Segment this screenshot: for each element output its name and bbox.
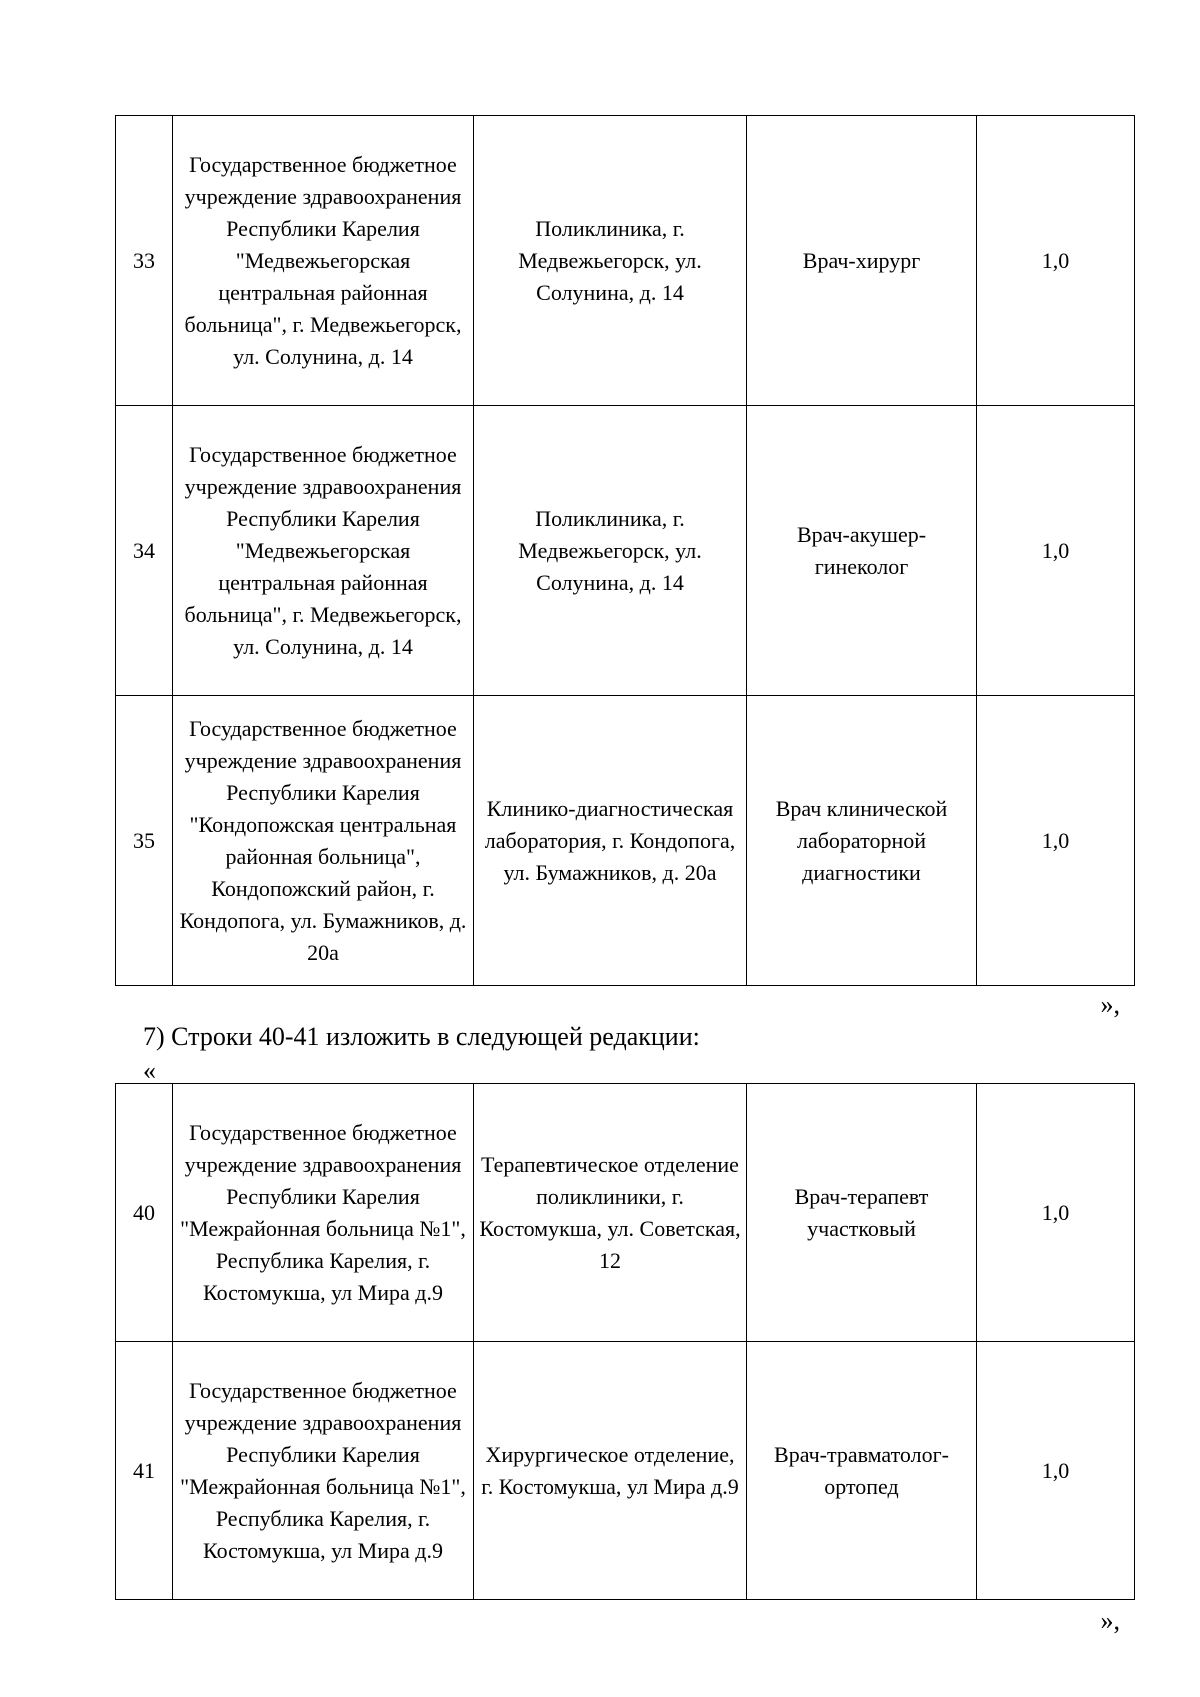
table-row — [116, 696, 1135, 986]
rate-cell: 1,0 — [977, 696, 1135, 986]
closing-quote: », — [1100, 990, 1120, 1019]
amendment-instruction: 7) Строки 40-41 изложить в следующей редакции: — [143, 1022, 700, 1051]
table-row — [116, 1342, 1135, 1600]
department-cell: Хирургическое отделение, г. Костомукша, ул Мира д.9 — [474, 1342, 747, 1600]
positions-table-1 — [115, 115, 1135, 986]
organization-cell: Государственное бюджетное учреждение здравоохранения Республики Карелия "Медвежьегорская центральная районная больница", г. Медвежьегорск, ул. Солунина, д. 14 — [173, 116, 474, 406]
organization-cell: Государственное бюджетное учреждение здравоохранения Республики Карелия "Межрайонная больница №1", Республика Карелия, г. Костомукша, ул Мира д.9 — [173, 1084, 474, 1342]
position-cell: Врач-акушер-гинеколог — [747, 406, 977, 696]
rate-cell: 1,0 — [977, 1084, 1135, 1342]
table-row — [116, 116, 1135, 406]
row-number: 41 — [116, 1342, 173, 1600]
position-cell: Врач-хирург — [747, 116, 977, 406]
row-number: 35 — [116, 696, 173, 986]
row-number: 34 — [116, 406, 173, 696]
table-row — [116, 406, 1135, 696]
department-cell: Клинико-диагностическая лаборатория, г. Кондопога, ул. Бумажников, д. 20а — [474, 696, 747, 986]
rate-cell: 1,0 — [977, 406, 1135, 696]
department-cell: Поликлиника, г. Медвежьегорск, ул. Солунина, д. 14 — [474, 406, 747, 696]
rate-cell: 1,0 — [977, 1342, 1135, 1600]
opening-quote: « — [143, 1056, 156, 1085]
department-cell: Поликлиника, г. Медвежьегорск, ул. Солунина, д. 14 — [474, 116, 747, 406]
row-number: 40 — [116, 1084, 173, 1342]
position-cell: Врач-терапевт участковый — [747, 1084, 977, 1342]
position-cell: Врач клинической лабораторной диагностики — [747, 696, 977, 986]
organization-cell: Государственное бюджетное учреждение здравоохранения Республики Карелия "Медвежьегорская центральная районная больница", г. Медвежьегорск, ул. Солунина, д. 14 — [173, 406, 474, 696]
position-cell: Врач-травматолог-ортопед — [747, 1342, 977, 1600]
closing-quote: », — [1100, 1606, 1120, 1635]
positions-table-2 — [115, 1083, 1135, 1600]
row-number: 33 — [116, 116, 173, 406]
organization-cell: Государственное бюджетное учреждение здравоохранения Республики Карелия "Кондопожская центральная районная больница", Кондопожский район, г. Кондопога, ул. Бумажников, д. 20а — [173, 696, 474, 986]
department-cell: Терапевтическое отделение поликлиники, г. Костомукша, ул. Советская, 12 — [474, 1084, 747, 1342]
table-row — [116, 1084, 1135, 1342]
organization-cell: Государственное бюджетное учреждение здравоохранения Республики Карелия "Межрайонная больница №1", Республика Карелия, г. Костомукша, ул Мира д.9 — [173, 1342, 474, 1600]
rate-cell: 1,0 — [977, 116, 1135, 406]
